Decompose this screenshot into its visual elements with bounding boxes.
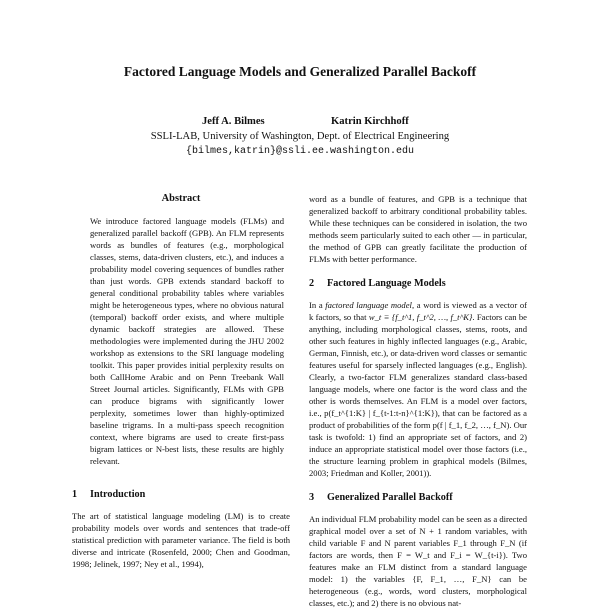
author-name: Katrin Kirchhoff bbox=[331, 116, 409, 127]
left-column bbox=[72, 193, 290, 570]
abstract-text: We introduce factored language models (FLMs) and generalized parallel backoff (GPB). An FLM represents words as bundles of features (e.g., morphological classes, stems, data-driven clusters, etc.), and induces a probability model covering sequences of bundles rather than just words. GPB extends standard backoff to general conditional probability tables where variables might be heterogeneous types, where no obvious natural (temporal) backoff order exists, and where multiple dynamic backoff strategies are allowed. These methodologies were implemented during the JHU 2002 workshop as extensions to the SRI language modeling toolkit. This paper provides initial perplexity results on both CallHome Arabic and on Penn Treebank Wall Street Journal articles. Significantly, FLMs with GPB can produce bigrams with significantly lower perplexity, sometimes lower than highly-optimized baseline trigrams. In a multi-pass speech recognition context, where bigrams are used to create first-pass bigram lattices or N-best lists, these results are highly relevant. bbox=[90, 216, 284, 466]
author-email: {bilmes,katrin}@ssli.ee.washington.edu bbox=[185, 146, 415, 157]
gpb-text: An individual FLM probability model can be seen as a directed graphical model over a set of N + 1 random variables, with child variable F and N parent variables F_1 through F_N (if factors are words, then F = W_t and F_i = W_{t-i}). Two features make an FLM distinct from a standard language model: 1) the variables {F, F_1, …, F_N} can be heterogeneous (e.g., words, word clusters, morphological classes, etc.); and 2) there is no obvious nat- bbox=[309, 514, 527, 608]
paper-title: Factored Language Models and Generalized Parallel Backoff bbox=[123, 64, 477, 79]
author-name: Jeff A. Bilmes bbox=[202, 116, 265, 127]
author-names bbox=[0, 114, 600, 129]
section-title: Generalized Parallel Backoff bbox=[327, 492, 453, 503]
author-affiliation: SSLI-LAB, University of Washington, Dept. of Electrical Engineering bbox=[150, 131, 450, 142]
text-run: In a bbox=[309, 300, 326, 310]
right-column bbox=[309, 193, 527, 609]
section-heading-gpb bbox=[309, 492, 527, 504]
section-title: Factored Language Models bbox=[327, 278, 446, 289]
text-run: , a word is viewed as a vector of k factors, so that bbox=[309, 300, 527, 322]
section-number: 1 bbox=[72, 489, 78, 500]
intro-text: The art of statistical language modeling (LM) is to create probability models over words and sentences that trade-off statistical prediction with parameter variance. The field is both diverse and intricate (Rosenfeld, 2000; Chen and Goodman, 1998; Jelinek, 1997; Ney et al., 1994), bbox=[72, 511, 290, 569]
text-run: . Factors can be anything, including morphological classes, stems, roots, and other such features in highly inflected languages (e.g., Arabic, German, Finnish, etc.), or data-driven word classes or semantic features useful for sparsely inflected languages (e.g., English). Clearly, a two-factor FLM generalizes standard class-based language models, where one factor is the word class and the other is words themselves. An FLM is a model over factors, i.e., p(f_t^{1:K} | f_{t-1:t-n}^{1:K}), that can be factored as a product of probabilities of the form p(f | f_1, f_2, …, f_N). Our task is twofold: 1) find an appropriate set of factors, and 2) induce an appropriate statistical model over those factors (i.e., the structure learning problem in graphical models (Bilmes, 2003; Friedman and Koller, 2001)). bbox=[309, 312, 527, 478]
continued-text: word as a bundle of features, and GPB is a technique that generalized backoff to arbitrary conditional probability tables. While these techniques can be considered in isolation, the two methods seem particularly suited to each other — in particular, the method of GPB can greatly facilitate the production of FLMs with better performance. bbox=[309, 194, 527, 264]
flm-text bbox=[309, 299, 527, 479]
term-emphasis: factored language model bbox=[325, 300, 412, 310]
author-block bbox=[0, 114, 600, 159]
abstract-heading: Abstract bbox=[161, 193, 201, 204]
section-number: 2 bbox=[309, 278, 315, 289]
section-heading-flm bbox=[309, 278, 527, 290]
section-heading-intro bbox=[72, 489, 290, 501]
math-expression: w_t ≡ {f_t^1, f_t^2, …, f_t^K} bbox=[368, 312, 473, 322]
section-title: Introduction bbox=[90, 489, 146, 500]
section-number: 3 bbox=[309, 492, 315, 503]
